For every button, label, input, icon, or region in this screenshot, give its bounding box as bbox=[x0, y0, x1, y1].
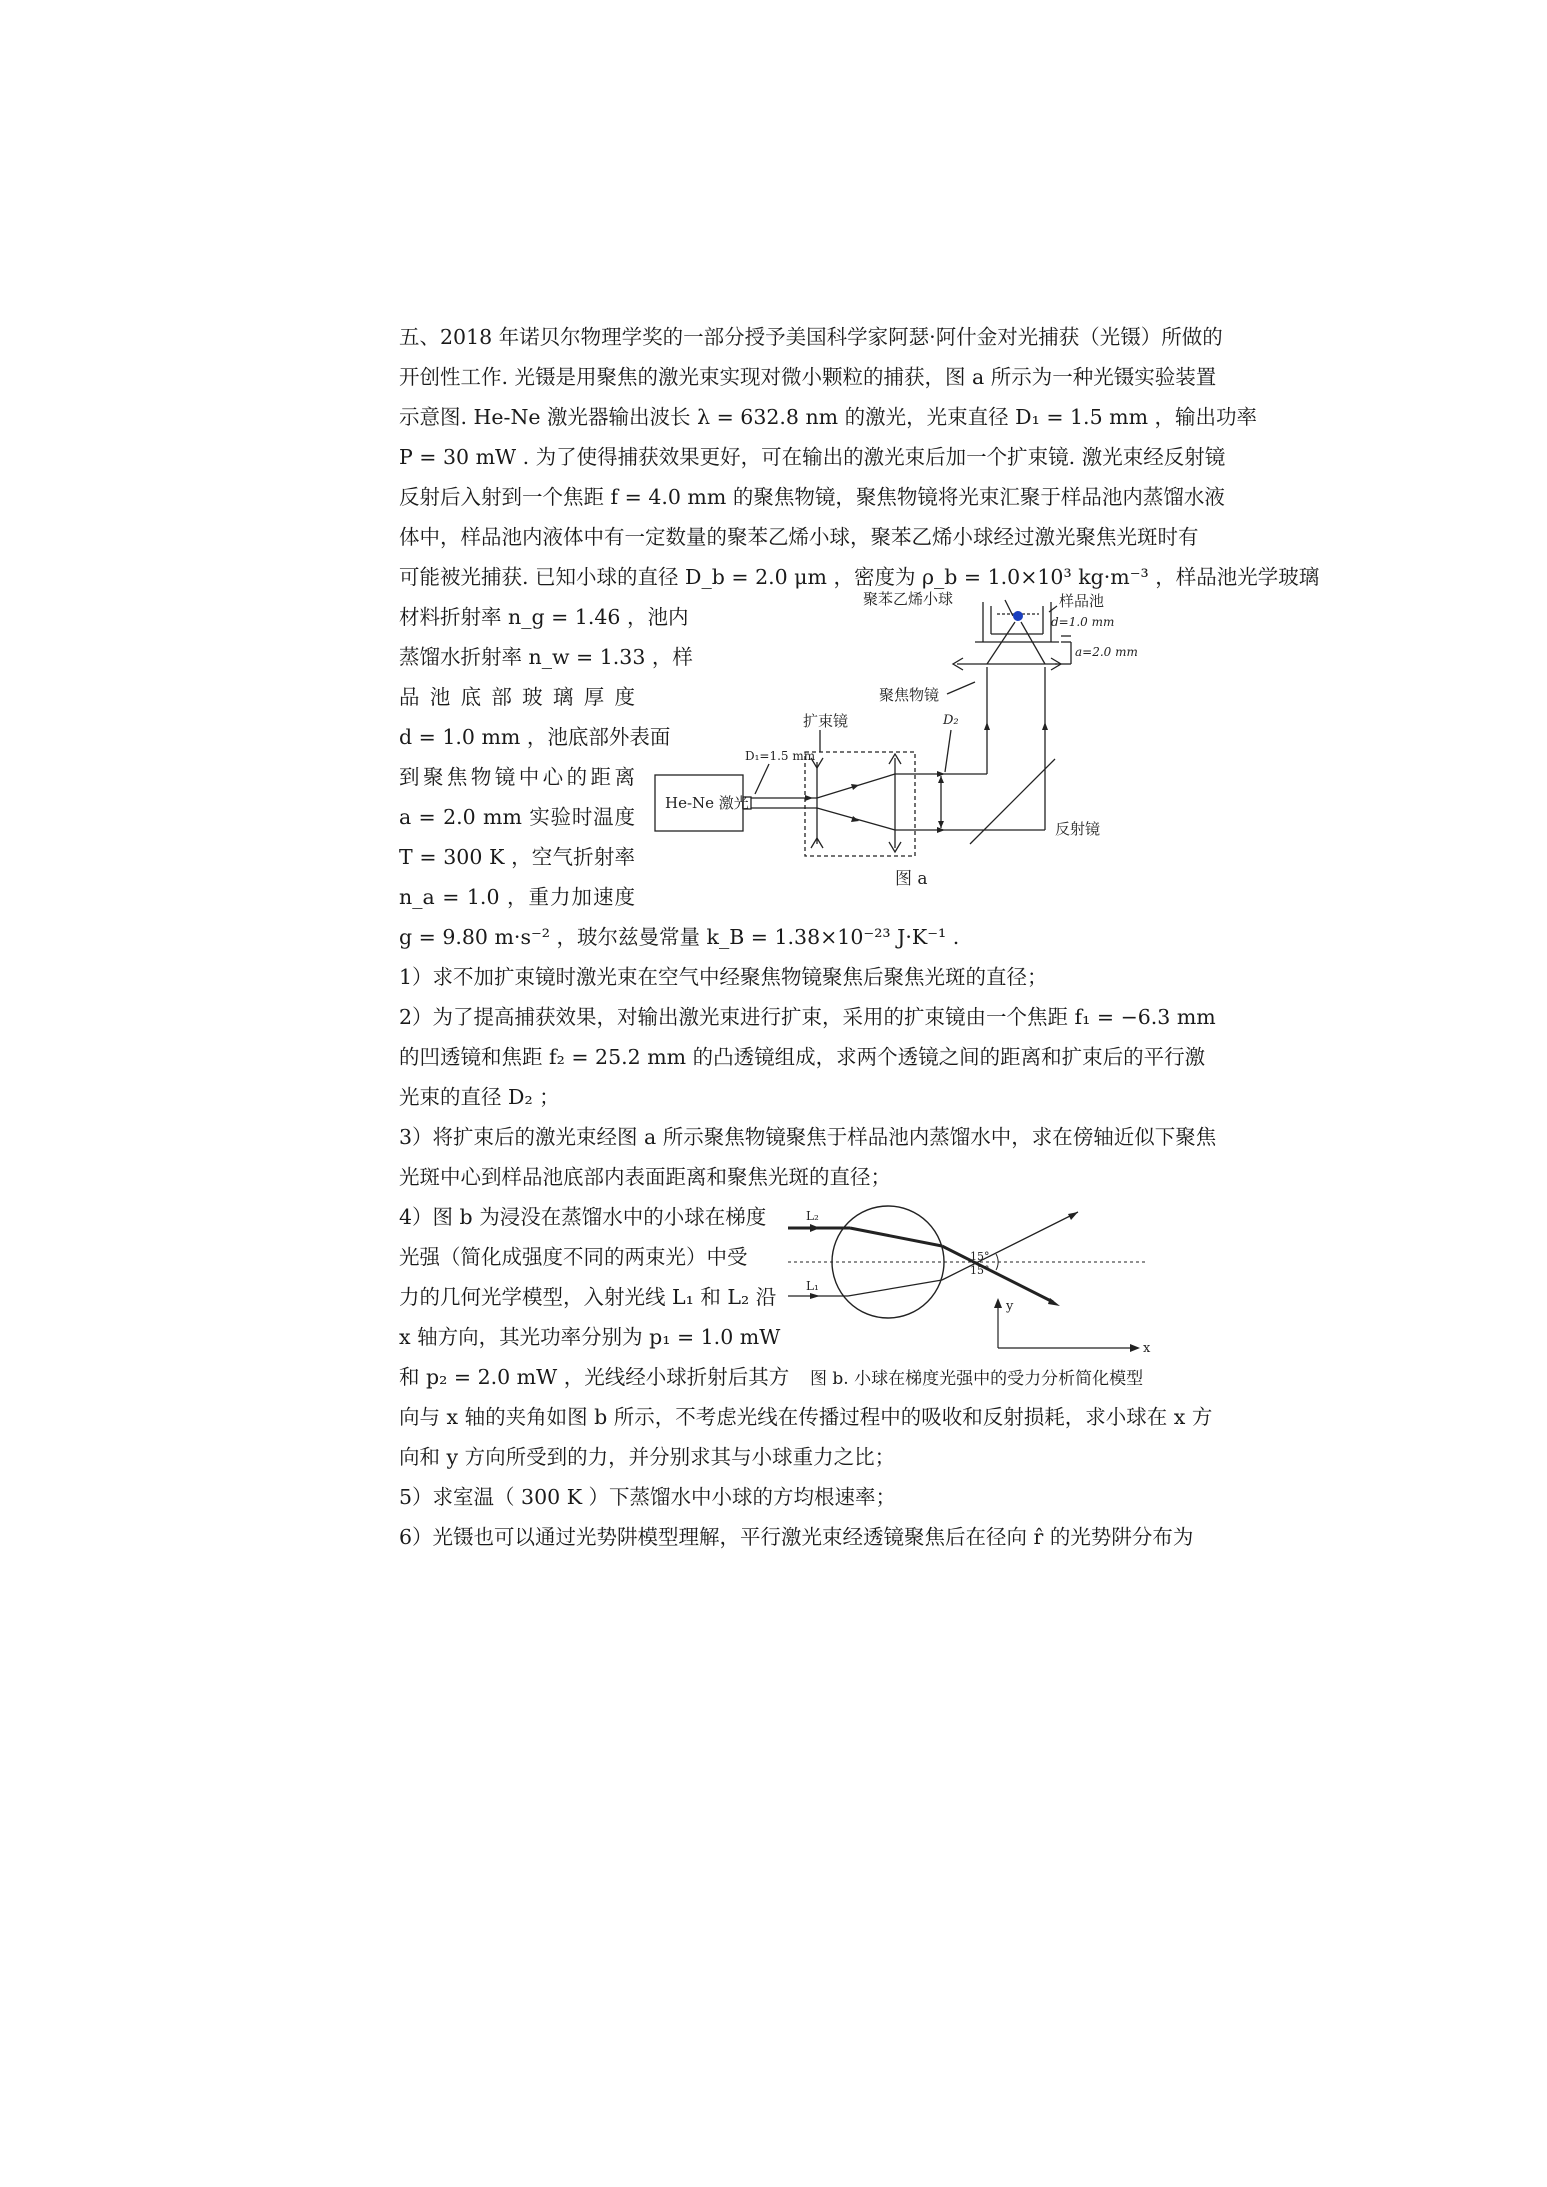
side-line-9: g = 9.80 m·s⁻² ，玻尔兹曼常量 k_B = 1.38×10⁻²³ J·K⁻¹ . bbox=[399, 925, 960, 949]
intro-line-7: 可能被光捕获. 已知小球的直径 D_b = 2.0 μm ，密度为 ρ_b = 1.0×10³ kg·m⁻³ ，样品池光学玻璃 bbox=[399, 565, 1320, 589]
side-line-4: d = 1.0 mm ，池底部外表面 bbox=[399, 725, 671, 749]
label-angle-bottom: 15° bbox=[970, 1264, 990, 1277]
question-4-line-2: 光强（简化成强度不同的两束光）中受 bbox=[399, 1245, 748, 1269]
intro-line-4: P = 30 mW . 为了使得捕获效果更好，可在输出的激光束后加一个扩束镜. 激光束经反射镜 bbox=[399, 445, 1226, 469]
question-6: 6）光镊也可以通过光势阱模型理解，平行激光束经透镜聚焦后在径向 r̂ 的光势阱分布为 bbox=[399, 1525, 1194, 1549]
question-4-line-6: 向与 x 轴的夹角如图 b 所示，不考虑光线在传播过程中的吸收和反射损耗，求小球在 x 方 bbox=[399, 1405, 1213, 1429]
ray-l1-outgoing bbox=[942, 1212, 1078, 1280]
intro-line-1: 五、2018 年诺贝尔物理学奖的一部分授予美国科学家阿瑟·阿什金对光捕获（光镊）所做的 bbox=[399, 325, 1223, 349]
question-1: 1）求不加扩束镜时激光束在空气中经聚焦物镜聚焦后聚焦光斑的直径； bbox=[399, 965, 1048, 989]
question-4-line-4: x 轴方向，其光功率分别为 p₁ = 1.0 mW bbox=[399, 1325, 781, 1349]
label-d1: D₁=1.5 mm bbox=[745, 749, 816, 763]
side-line-1: 材料折射率 n_g = 1.46 ，池内 bbox=[399, 605, 689, 629]
label-a: a=2.0 mm bbox=[1075, 645, 1138, 659]
side-line-3: 品池底部玻璃厚度 bbox=[399, 685, 635, 709]
expander-box bbox=[805, 752, 915, 856]
label-objective: 聚焦物镜 bbox=[879, 686, 940, 704]
ray-l2-outgoing bbox=[942, 1246, 1053, 1302]
label-sphere: 聚苯乙烯小球 bbox=[863, 590, 954, 608]
label-axis-y: y bbox=[1006, 1299, 1014, 1314]
caption-figure-b: 图 b. 小球在梯度光强中的受力分析简化模型 bbox=[810, 1369, 1144, 1389]
intro-line-6: 体中，样品池内液体中有一定数量的聚苯乙烯小球，聚苯乙烯小球经过激光聚焦光斑时有 bbox=[399, 525, 1199, 549]
label-angle-top: 15° bbox=[970, 1250, 990, 1263]
side-line-2: 蒸馏水折射率 n_w = 1.33 ，样 bbox=[399, 645, 693, 669]
figure-b bbox=[778, 1198, 1158, 1356]
question-4-line-1: 4）图 b 为浸没在蒸馏水中的小球在梯度 bbox=[399, 1205, 767, 1229]
side-line-7: T = 300 K ，空气折射率 bbox=[399, 845, 635, 869]
question-4-line-5: 和 p₂ = 2.0 mW ，光线经小球折射后其方 bbox=[399, 1365, 790, 1389]
question-5: 5）求室温（ 300 K ）下蒸馏水中小球的方均根速率； bbox=[399, 1485, 897, 1509]
intro-line-2: 开创性工作. 光镊是用聚焦的激光束实现对微小颗粒的捕获，图 a 所示为一种光镊实验装置 bbox=[399, 365, 1217, 389]
label-expander: 扩束镜 bbox=[803, 712, 849, 730]
label-l1: L₁ bbox=[806, 1279, 819, 1293]
mirror bbox=[970, 759, 1055, 844]
side-line-5: 到聚焦物镜中心的距离 bbox=[399, 765, 635, 789]
label-laser: He-Ne 激光 bbox=[665, 794, 749, 812]
side-line-6: a = 2.0 mm 实验时温度 bbox=[399, 805, 635, 829]
question-2-line-3: 光束的直径 D₂ ； bbox=[399, 1085, 560, 1109]
label-l2: L₂ bbox=[806, 1209, 819, 1223]
label-d2: D₂ bbox=[943, 713, 959, 728]
question-4-line-3: 力的几何光学模型，入射光线 L₁ 和 L₂ 沿 bbox=[399, 1285, 777, 1309]
polystyrene-sphere bbox=[1013, 611, 1023, 621]
caption-figure-a: 图 a bbox=[895, 869, 928, 889]
intro-line-5: 反射后入射到一个焦距 f = 4.0 mm 的聚焦物镜，聚焦物镜将光束汇聚于样品池内蒸馏水液 bbox=[399, 485, 1225, 509]
intro-line-3: 示意图. He-Ne 激光器输出波长 λ = 632.8 nm 的激光，光束直径 D₁ = 1.5 mm ，输出功率 bbox=[399, 405, 1258, 429]
label-mirror: 反射镜 bbox=[1055, 820, 1101, 838]
question-3-line-1: 3）将扩束后的激光束经图 a 所示聚焦物镜聚焦于样品池内蒸馏水中，求在傍轴近似下聚焦 bbox=[399, 1125, 1217, 1149]
question-3-line-2: 光斑中心到样品池底部内表面距离和聚焦光斑的直径； bbox=[399, 1165, 891, 1189]
label-d: d=1.0 mm bbox=[1051, 615, 1115, 629]
question-2-line-2: 的凹透镜和焦距 f₂ = 25.2 mm 的凸透镜组成，求两个透镜之间的距离和扩束后的平行激 bbox=[399, 1045, 1206, 1069]
label-cell: 样品池 bbox=[1059, 592, 1105, 610]
side-line-8: n_a = 1.0 ，重力加速度 bbox=[399, 885, 635, 909]
figure-a bbox=[645, 590, 1165, 902]
label-axis-x: x bbox=[1143, 1341, 1151, 1356]
question-4-line-7: 向和 y 方向所受到的力，并分别求其与小球重力之比； bbox=[399, 1445, 896, 1469]
question-2-line-1: 2）为了提高捕获效果，对输出激光束进行扩束，采用的扩束镜由一个焦距 f₁ = −6.3 mm bbox=[399, 1005, 1216, 1029]
